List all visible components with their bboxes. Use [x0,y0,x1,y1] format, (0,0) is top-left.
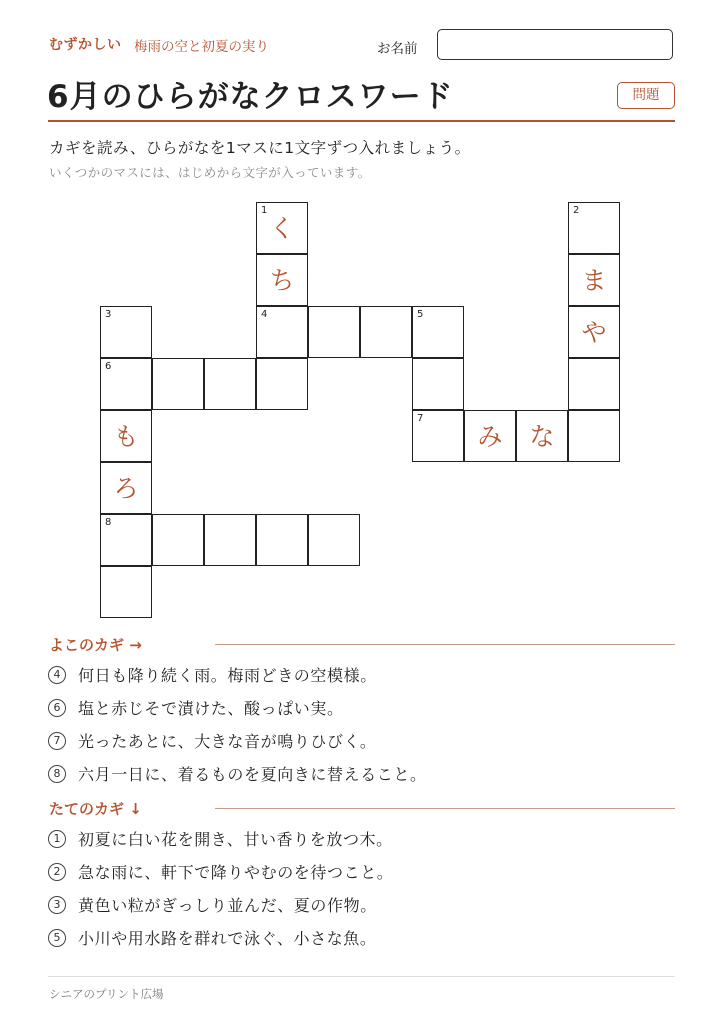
grid-cell[interactable] [256,306,308,358]
grid-cell[interactable] [412,358,464,410]
grid-cell[interactable] [568,358,620,410]
clue-text: 六月一日に、着るものを夏向きに替えること。 [78,765,427,784]
clue-item [48,762,427,785]
grid-cell[interactable] [308,306,360,358]
down-divider [215,808,675,809]
grid-cell[interactable] [412,306,464,358]
clue-text: 光ったあとに、大きな音が鳴りひびく。 [78,732,377,751]
clue-number: 7 [417,413,424,424]
grid-cell[interactable] [100,566,152,618]
grid-cell[interactable] [464,410,516,462]
instruction-main: カギを読み、ひらがなを1マスに1文字ずつ入れましょう。 [49,139,471,157]
clue-text: 黄色い粒がぎっしり並んだ、夏の作物。 [78,896,377,915]
given-letter: ま [581,266,607,295]
clue-number: 2 [573,205,580,216]
given-letter: ろ [113,474,139,503]
footer-divider [48,976,675,977]
grid-cell[interactable] [256,202,308,254]
grid-cell[interactable] [100,462,152,514]
grid-cell[interactable] [360,306,412,358]
clue-number: 6 [105,361,112,372]
clue-item [48,663,377,686]
clue-text: 塩と赤じそで漬けた、酸っぱい実。 [78,699,344,718]
clue-number-badge: 5 [48,929,66,947]
given-letter: な [529,422,555,451]
clue-number-badge: 1 [48,830,66,848]
footer-brand: シニアのプリント広場 [49,987,164,1001]
given-letter: ち [269,266,295,295]
grid-cell[interactable] [204,358,256,410]
clue-number-badge: 8 [48,765,66,783]
down-heading: たてのカギ ↓ [49,800,142,818]
grid-cell[interactable] [412,410,464,462]
grid-cell[interactable] [100,514,152,566]
grid-cell[interactable] [568,254,620,306]
clue-text: 初夏に白い花を開き、甘い香りを放つ木。 [78,830,393,849]
grid-cell[interactable] [100,306,152,358]
clue-text: 急な雨に、軒下で降りやむのを待つこと。 [78,863,394,882]
given-letter: や [581,318,607,347]
clue-item [48,827,393,850]
clue-number: 8 [105,517,112,528]
clue-text: 小川や用水路を群れで泳ぐ、小さな魚。 [78,929,377,948]
name-label: お名前 [377,41,418,57]
grid-cell[interactable] [516,410,568,462]
grid-cell[interactable] [308,514,360,566]
grid-cell[interactable] [152,514,204,566]
across-divider [215,644,675,645]
grid-cell[interactable] [256,254,308,306]
grid-cell[interactable] [568,306,620,358]
clue-number-badge: 2 [48,863,66,881]
clue-number: 1 [261,205,268,216]
clue-number: 3 [105,309,112,320]
clue-item [48,860,393,883]
grid-cell[interactable] [256,514,308,566]
grid-cell[interactable] [100,358,152,410]
problem-badge: 問題 [617,82,675,109]
clue-number-badge: 6 [48,699,66,717]
clue-number-badge: 4 [48,666,66,684]
across-heading: よこのカギ → [49,636,142,654]
clue-text: 何日も降り続く雨。梅雨どきの空模様。 [78,666,377,685]
grid-cell[interactable] [204,514,256,566]
grid-cell[interactable] [152,358,204,410]
instruction-note: いくつかのマスには、はじめから文字が入っています。 [49,165,371,180]
grid-cell[interactable] [568,410,620,462]
given-letter: も [113,422,139,451]
difficulty-label: むずかしい [49,37,122,53]
clue-number: 5 [417,309,424,320]
clue-number-badge: 7 [48,732,66,750]
theme-subtitle: 梅雨の空と初夏の実り [134,39,269,55]
clue-item [48,926,376,949]
clue-item [48,729,376,752]
grid-cell[interactable] [568,202,620,254]
grid-cell[interactable] [100,410,152,462]
clue-item [48,893,377,916]
page-title: 6月のひらがなクロスワード [47,79,454,115]
clue-item [48,696,344,719]
clue-number-badge: 3 [48,896,66,914]
given-letter: み [477,422,503,451]
given-letter: く [269,214,295,243]
grid-cell[interactable] [256,358,308,410]
clue-number: 4 [261,309,268,320]
